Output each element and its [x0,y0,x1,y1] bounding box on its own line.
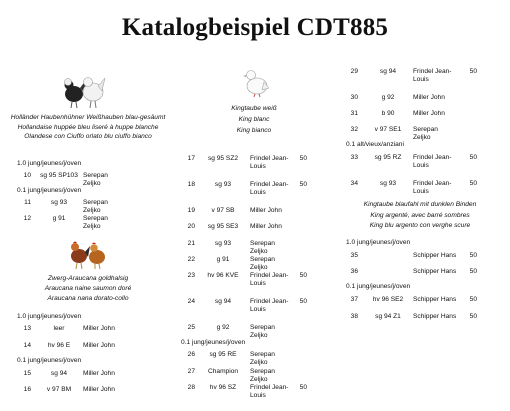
group-header: 1.0 jung/jeunes/j/oven [17,160,82,167]
breed-name-de: Kingtaube blaufahl mit dunklen Binden [363,201,477,208]
breed-name-de: Zwerg-Araucana goldhalsig [47,275,129,282]
bantams-picture-gold [66,238,110,270]
breed-name-fr: King blanc [238,116,270,123]
breed-name-it: Olandese con Ciuffo orlato blu ciuffo bianco [24,133,152,141]
breed-name-fr: Hollandaise huppée bleu liseré à huppe blanche [17,124,159,132]
group-header: 0.1 jung/jeunes/j/oven [181,339,246,346]
pigeon-picture-white [242,66,270,98]
breed-name-fr: King argenté, avec barré sombres [370,211,470,219]
group-header: 1.0 jung/jeunes/j/oven [17,313,82,320]
group-header: 0.1 jung/jeunes/j/oven [17,357,82,364]
breed-name-it: King bianco [236,127,272,134]
breed-name-2 [8,274,168,304]
breed-name-it: King blu argento con verghe scure [369,222,471,229]
breed-name-fr: Araucana naine saumon doré [44,285,132,293]
group-header: 0.1 alt/vieux/anziani [346,141,404,148]
breed-name-it: Araucana nana dorato-collo [47,295,129,303]
breed-name-3 [212,104,296,136]
breed-name-de: Holländer Haubenhühner Weißhauben blau-gesäumt [10,114,166,121]
breed-name-4 [338,200,502,232]
group-header: 0.1 jung/jeunes/j/oven [17,187,82,194]
breed-name-de: Kingtaube weiß [231,105,277,112]
group-header: 1.0 jung/jeunes/j/oven [346,239,411,246]
group-header: 0.1 jung/jeunes/j/oven [346,283,411,290]
page-title: Katalogbeispiel CDT885 [121,14,389,41]
hens-picture-black-white [60,74,108,110]
breed-name-1 [8,113,168,142]
